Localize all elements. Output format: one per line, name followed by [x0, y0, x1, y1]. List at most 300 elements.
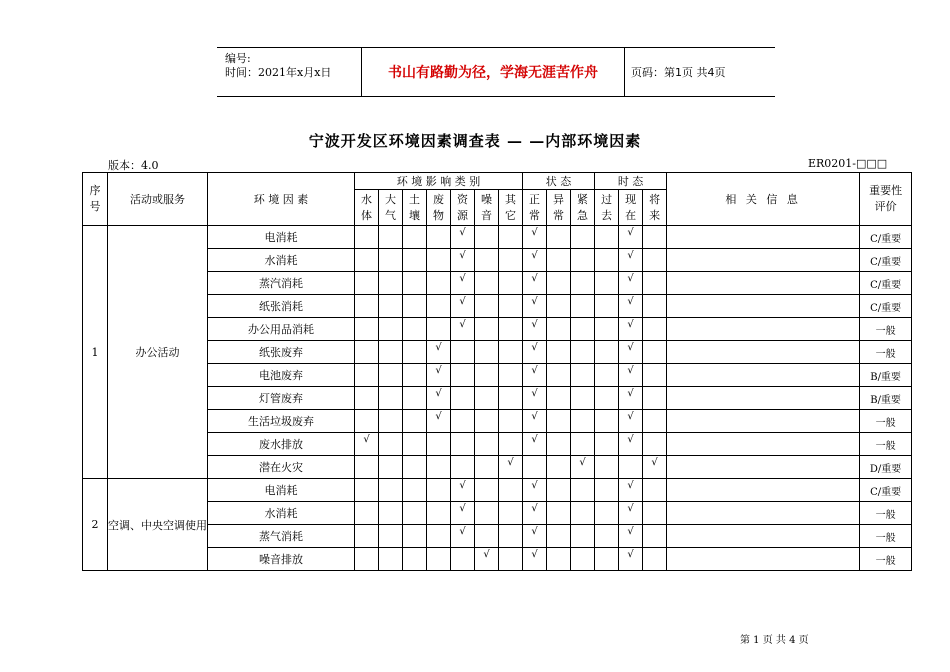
check-mark: √ — [531, 410, 538, 422]
importance-cell: C/重要 — [860, 295, 912, 318]
check-cell — [451, 364, 475, 387]
info-cell — [667, 433, 860, 456]
importance-cell: B/重要 — [860, 364, 912, 387]
check-cell — [547, 295, 571, 318]
check-cell — [427, 387, 451, 410]
check-cell — [355, 387, 379, 410]
check-cell — [643, 364, 667, 387]
check-mark: √ — [627, 249, 634, 261]
check-mark: √ — [459, 525, 466, 537]
check-cell — [523, 410, 547, 433]
check-mark: √ — [627, 479, 634, 491]
check-cell — [427, 548, 451, 571]
check-cell — [523, 502, 547, 525]
importance-cell: 一般 — [860, 410, 912, 433]
check-cell — [427, 295, 451, 318]
check-cell — [547, 410, 571, 433]
check-cell — [379, 272, 403, 295]
check-cell — [355, 364, 379, 387]
check-cell — [355, 433, 379, 456]
subheader-cell: 紧 急 — [571, 190, 595, 226]
factor-cell: 蒸气消耗 — [208, 525, 355, 548]
page-footer: 第 1 页 共 4 页 — [740, 635, 809, 646]
check-cell — [619, 456, 643, 479]
activity-header: 活动或服务 — [108, 173, 208, 226]
check-cell — [619, 318, 643, 341]
check-cell — [643, 272, 667, 295]
check-cell — [475, 479, 499, 502]
check-cell — [379, 341, 403, 364]
check-cell — [427, 226, 451, 249]
factor-cell: 噪音排放 — [208, 548, 355, 571]
check-mark: √ — [627, 502, 634, 514]
check-cell — [475, 410, 499, 433]
check-cell — [571, 548, 595, 571]
check-cell — [475, 272, 499, 295]
check-cell — [523, 318, 547, 341]
check-mark: √ — [627, 387, 634, 399]
check-mark: √ — [531, 364, 538, 376]
subheader-cell: 资 源 — [451, 190, 475, 226]
check-cell — [475, 249, 499, 272]
check-cell — [427, 364, 451, 387]
check-mark: √ — [459, 272, 466, 284]
table-row — [83, 295, 912, 318]
check-cell — [475, 502, 499, 525]
table-row — [83, 364, 912, 387]
table-row — [83, 226, 912, 249]
factor-cell: 蒸汽消耗 — [208, 272, 355, 295]
check-cell — [355, 525, 379, 548]
check-mark: √ — [531, 548, 538, 560]
check-cell — [595, 456, 619, 479]
check-cell — [451, 318, 475, 341]
check-cell — [379, 387, 403, 410]
check-cell — [619, 226, 643, 249]
check-cell — [379, 433, 403, 456]
check-mark: √ — [531, 525, 538, 537]
check-cell — [595, 502, 619, 525]
subheader-cell: 异 常 — [547, 190, 571, 226]
importance-cell: 一般 — [860, 341, 912, 364]
check-cell — [499, 364, 523, 387]
importance-header: 重要性 评价 — [860, 173, 912, 226]
check-cell — [523, 249, 547, 272]
check-cell — [571, 295, 595, 318]
activity-cell: 办公活动 — [108, 226, 208, 479]
check-cell — [379, 249, 403, 272]
check-cell — [523, 226, 547, 249]
check-cell — [595, 387, 619, 410]
check-mark: √ — [579, 456, 586, 468]
check-cell — [643, 502, 667, 525]
check-mark: √ — [435, 387, 442, 399]
check-cell — [403, 502, 427, 525]
check-cell — [571, 525, 595, 548]
check-cell — [571, 272, 595, 295]
check-cell — [595, 249, 619, 272]
check-cell — [523, 479, 547, 502]
check-cell — [403, 410, 427, 433]
importance-cell: 一般 — [860, 502, 912, 525]
check-mark: √ — [531, 226, 538, 238]
check-cell — [571, 410, 595, 433]
check-mark: √ — [531, 387, 538, 399]
check-cell — [619, 410, 643, 433]
check-cell — [619, 479, 643, 502]
check-mark: √ — [363, 433, 370, 445]
check-cell — [427, 433, 451, 456]
check-cell — [523, 387, 547, 410]
check-cell — [499, 525, 523, 548]
info-cell — [667, 479, 860, 502]
check-cell — [571, 387, 595, 410]
check-cell — [547, 249, 571, 272]
check-cell — [643, 548, 667, 571]
check-cell — [499, 295, 523, 318]
subheader-cell: 大 气 — [379, 190, 403, 226]
check-cell — [403, 525, 427, 548]
table-row — [83, 341, 912, 364]
check-cell — [523, 548, 547, 571]
importance-cell: 一般 — [860, 525, 912, 548]
check-mark: √ — [627, 226, 634, 238]
check-cell — [427, 341, 451, 364]
factor-cell: 灯管废弃 — [208, 387, 355, 410]
check-mark: √ — [627, 525, 634, 537]
check-cell — [499, 341, 523, 364]
tense-group-header: 时 态 — [595, 173, 667, 190]
check-cell — [595, 341, 619, 364]
version-label: 版本：4.0 — [108, 159, 159, 172]
subheader-cell: 废 物 — [427, 190, 451, 226]
check-mark: √ — [459, 502, 466, 514]
check-cell — [403, 295, 427, 318]
check-cell — [571, 502, 595, 525]
check-cell — [451, 548, 475, 571]
check-cell — [379, 364, 403, 387]
factor-cell: 电消耗 — [208, 226, 355, 249]
check-mark: √ — [483, 548, 490, 560]
check-mark: √ — [531, 479, 538, 491]
table-row — [83, 479, 912, 502]
check-cell — [403, 433, 427, 456]
check-mark: √ — [435, 410, 442, 422]
check-cell — [643, 410, 667, 433]
check-cell — [379, 548, 403, 571]
factor-cell: 电消耗 — [208, 479, 355, 502]
subheader-cell: 正 常 — [523, 190, 547, 226]
info-cell — [667, 318, 860, 341]
factor-cell: 水消耗 — [208, 502, 355, 525]
check-cell — [523, 525, 547, 548]
seq-cell: 2 — [83, 479, 108, 571]
check-cell — [475, 548, 499, 571]
check-cell — [427, 272, 451, 295]
check-mark: √ — [459, 295, 466, 307]
check-cell — [403, 548, 427, 571]
check-mark: √ — [627, 318, 634, 330]
check-cell — [403, 479, 427, 502]
check-cell — [379, 456, 403, 479]
check-cell — [619, 502, 643, 525]
factor-cell: 水消耗 — [208, 249, 355, 272]
check-cell — [619, 364, 643, 387]
info-header: 相 关 信 息 — [667, 173, 860, 226]
check-mark: √ — [531, 433, 538, 445]
check-cell — [643, 456, 667, 479]
check-cell — [475, 364, 499, 387]
check-cell — [499, 318, 523, 341]
check-cell — [547, 525, 571, 548]
check-cell — [619, 525, 643, 548]
check-cell — [547, 479, 571, 502]
check-mark: √ — [531, 249, 538, 261]
table-row — [83, 433, 912, 456]
info-cell — [667, 226, 860, 249]
check-cell — [595, 433, 619, 456]
factor-cell: 纸张废弃 — [208, 341, 355, 364]
check-cell — [619, 433, 643, 456]
info-cell — [667, 249, 860, 272]
check-cell — [427, 479, 451, 502]
check-mark: √ — [531, 341, 538, 353]
check-cell — [643, 479, 667, 502]
check-cell — [475, 341, 499, 364]
check-cell — [427, 525, 451, 548]
check-cell — [355, 502, 379, 525]
check-cell — [475, 456, 499, 479]
table-row — [83, 387, 912, 410]
factor-cell: 纸张消耗 — [208, 295, 355, 318]
check-cell — [451, 387, 475, 410]
check-cell — [451, 341, 475, 364]
importance-cell: C/重要 — [860, 249, 912, 272]
check-mark: √ — [507, 456, 514, 468]
check-cell — [619, 341, 643, 364]
check-cell — [427, 318, 451, 341]
info-cell — [667, 364, 860, 387]
check-cell — [379, 502, 403, 525]
check-cell — [499, 502, 523, 525]
table-row — [83, 318, 912, 341]
check-cell — [499, 548, 523, 571]
environment-factor-table — [82, 172, 912, 571]
subheader-cell: 过 去 — [595, 190, 619, 226]
check-cell — [451, 479, 475, 502]
check-mark: √ — [627, 548, 634, 560]
check-cell — [547, 387, 571, 410]
factor-cell: 潜在火灾 — [208, 456, 355, 479]
check-cell — [403, 387, 427, 410]
importance-cell: B/重要 — [860, 387, 912, 410]
check-cell — [523, 456, 547, 479]
check-cell — [595, 410, 619, 433]
check-cell — [499, 456, 523, 479]
check-mark: √ — [435, 341, 442, 353]
check-mark: √ — [459, 479, 466, 491]
check-cell — [475, 387, 499, 410]
check-cell — [547, 502, 571, 525]
table-row — [83, 456, 912, 479]
info-cell — [667, 548, 860, 571]
check-cell — [643, 525, 667, 548]
check-cell — [571, 249, 595, 272]
document-title: 宁波开发区环境因素调查表 — —内部环境因素 — [308, 132, 642, 150]
check-cell — [595, 548, 619, 571]
check-cell — [523, 364, 547, 387]
check-cell — [595, 525, 619, 548]
info-cell — [667, 456, 860, 479]
check-mark: √ — [627, 410, 634, 422]
importance-cell: D/重要 — [860, 456, 912, 479]
factor-header: 环 境 因 素 — [208, 173, 355, 226]
check-cell — [355, 341, 379, 364]
check-cell — [355, 295, 379, 318]
check-cell — [427, 249, 451, 272]
check-cell — [523, 295, 547, 318]
activity-cell: 空调、中央空调使用 — [108, 479, 208, 571]
check-cell — [451, 272, 475, 295]
check-mark: √ — [531, 295, 538, 307]
check-cell — [595, 295, 619, 318]
check-cell — [475, 318, 499, 341]
check-cell — [403, 318, 427, 341]
check-cell — [619, 387, 643, 410]
check-mark: √ — [459, 249, 466, 261]
check-cell — [355, 410, 379, 433]
check-cell — [427, 410, 451, 433]
info-cell — [667, 410, 860, 433]
check-cell — [619, 548, 643, 571]
check-cell — [499, 433, 523, 456]
check-mark: √ — [459, 318, 466, 330]
check-cell — [475, 525, 499, 548]
serial-label: 编号: — [225, 52, 251, 65]
check-cell — [379, 525, 403, 548]
check-mark: √ — [627, 295, 634, 307]
check-cell — [451, 456, 475, 479]
check-cell — [499, 410, 523, 433]
check-mark: √ — [651, 456, 658, 468]
table-row — [83, 410, 912, 433]
subheader-cell: 水 体 — [355, 190, 379, 226]
check-cell — [475, 226, 499, 249]
check-cell — [523, 272, 547, 295]
check-cell — [571, 479, 595, 502]
check-cell — [403, 341, 427, 364]
check-cell — [355, 272, 379, 295]
check-cell — [451, 410, 475, 433]
check-cell — [499, 249, 523, 272]
check-cell — [451, 502, 475, 525]
check-cell — [643, 226, 667, 249]
check-cell — [571, 364, 595, 387]
check-cell — [403, 272, 427, 295]
check-cell — [547, 364, 571, 387]
check-cell — [595, 479, 619, 502]
check-cell — [595, 226, 619, 249]
subheader-cell: 噪 音 — [475, 190, 499, 226]
importance-cell: 一般 — [860, 548, 912, 571]
check-cell — [451, 295, 475, 318]
check-cell — [571, 318, 595, 341]
check-cell — [427, 502, 451, 525]
check-cell — [379, 295, 403, 318]
subheader-cell: 土 壤 — [403, 190, 427, 226]
factor-cell: 电池废弃 — [208, 364, 355, 387]
check-mark: √ — [435, 364, 442, 376]
check-cell — [475, 295, 499, 318]
importance-cell: C/重要 — [860, 226, 912, 249]
check-cell — [499, 479, 523, 502]
importance-cell: C/重要 — [860, 272, 912, 295]
check-cell — [379, 318, 403, 341]
page-info: 页码：第1页 共4页 — [631, 66, 726, 79]
check-cell — [571, 226, 595, 249]
check-cell — [403, 364, 427, 387]
factor-cell: 办公用品消耗 — [208, 318, 355, 341]
check-cell — [643, 387, 667, 410]
importance-cell: C/重要 — [860, 479, 912, 502]
state-group-header: 状 态 — [523, 173, 595, 190]
check-cell — [523, 341, 547, 364]
check-cell — [643, 433, 667, 456]
subheader-cell: 将 来 — [643, 190, 667, 226]
check-cell — [379, 479, 403, 502]
check-mark: √ — [531, 502, 538, 514]
document-number: ER0201-□□□ — [808, 157, 888, 170]
importance-cell: 一般 — [860, 318, 912, 341]
seq-header: 序 号 — [83, 173, 108, 226]
check-cell — [451, 226, 475, 249]
check-cell — [547, 548, 571, 571]
check-cell — [355, 479, 379, 502]
check-mark: √ — [627, 433, 634, 445]
header-divider — [624, 48, 625, 96]
check-cell — [643, 295, 667, 318]
info-cell — [667, 502, 860, 525]
check-cell — [547, 456, 571, 479]
check-cell — [547, 272, 571, 295]
seq-cell: 1 — [83, 226, 108, 479]
factor-cell: 生活垃圾废弃 — [208, 410, 355, 433]
check-cell — [499, 226, 523, 249]
subheader-cell: 其 它 — [499, 190, 523, 226]
header-meta — [225, 52, 331, 80]
check-mark: √ — [627, 341, 634, 353]
check-mark: √ — [627, 272, 634, 284]
check-mark: √ — [459, 226, 466, 238]
time-label: 时间：2021年x月x日 — [225, 66, 332, 79]
check-cell — [355, 249, 379, 272]
check-cell — [403, 456, 427, 479]
check-cell — [355, 226, 379, 249]
check-cell — [355, 456, 379, 479]
check-cell — [619, 249, 643, 272]
check-cell — [547, 318, 571, 341]
check-cell — [571, 341, 595, 364]
table-row — [83, 548, 912, 571]
check-cell — [595, 364, 619, 387]
table-row — [83, 272, 912, 295]
check-mark: √ — [531, 272, 538, 284]
subheader-cell: 现 在 — [619, 190, 643, 226]
check-mark: √ — [627, 364, 634, 376]
check-cell — [595, 272, 619, 295]
header-box — [217, 47, 775, 97]
info-cell — [667, 341, 860, 364]
